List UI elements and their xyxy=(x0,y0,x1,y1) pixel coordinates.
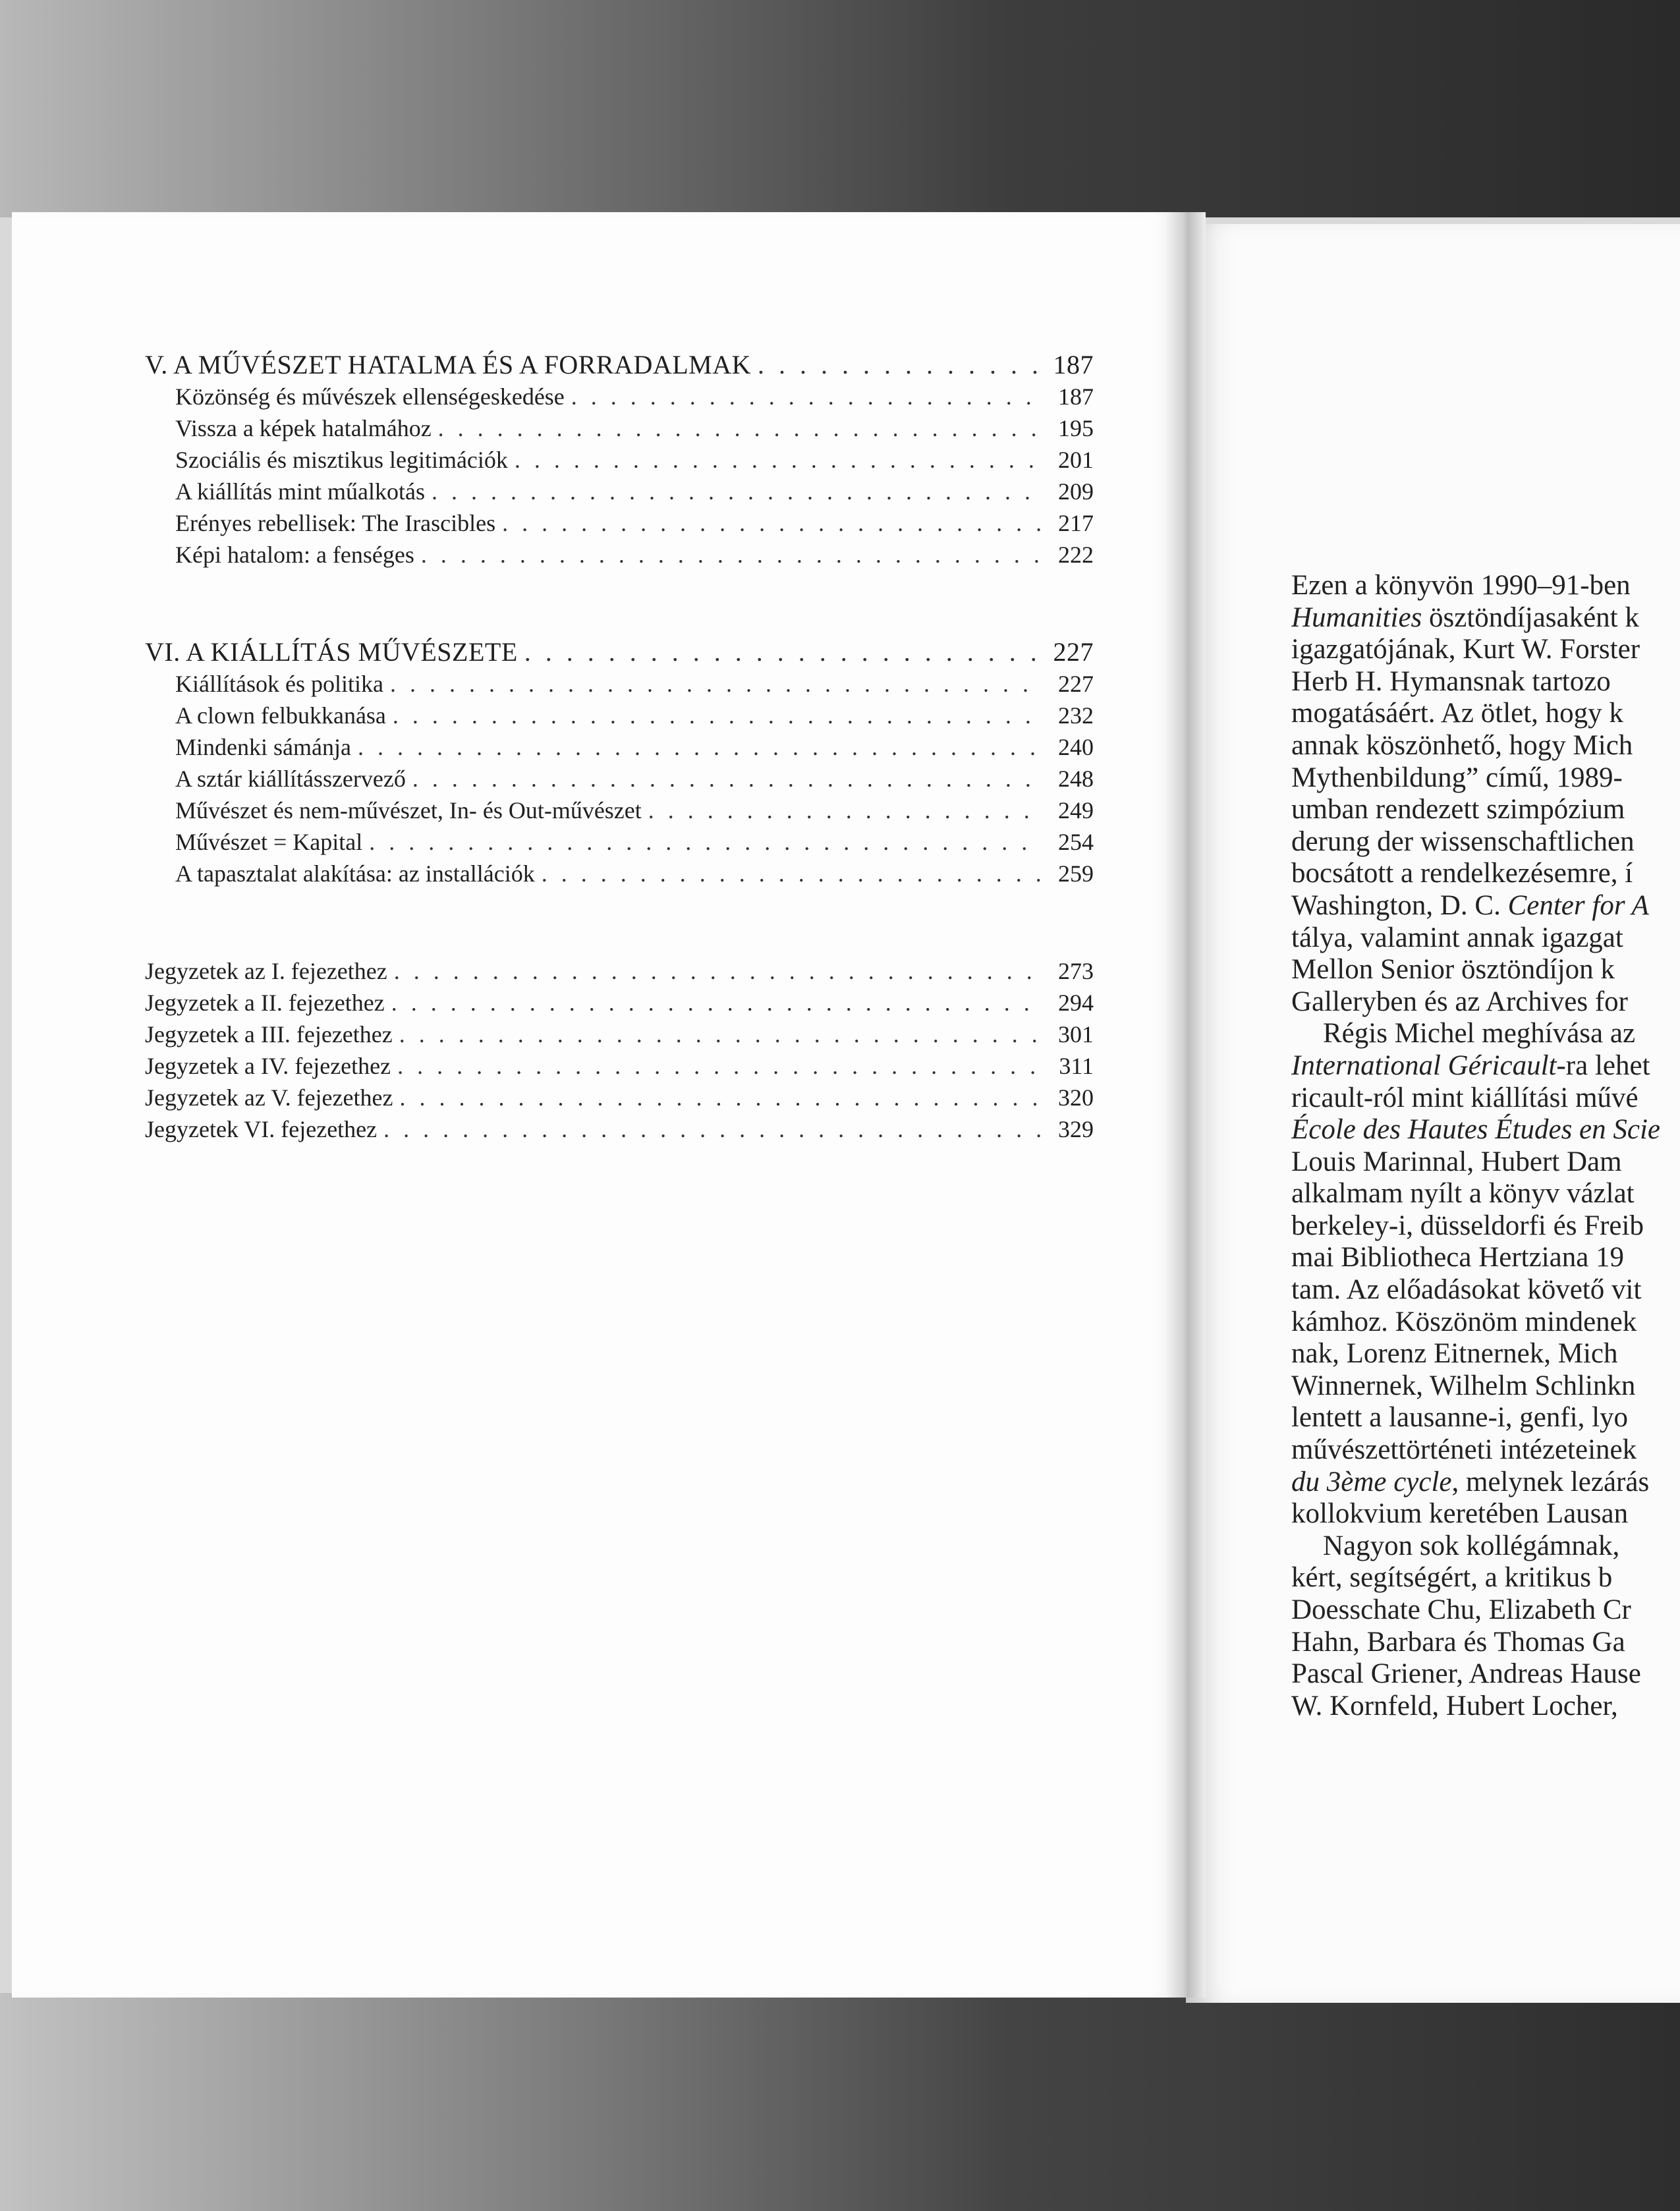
body-text-line: kámhoz. Köszönöm mindenek xyxy=(1291,1306,1637,1337)
toc-page-number: 254 xyxy=(1058,829,1094,855)
toc-leader-dots xyxy=(542,858,1041,889)
body-text-line: derung der wissenschaftlichen xyxy=(1291,826,1635,857)
toc-entry-title: Jegyzetek a IV. fejezethez xyxy=(145,1053,391,1079)
body-text-line: mogatásáért. Az ötlet, hogy k xyxy=(1291,698,1623,729)
scan-background-top xyxy=(0,0,1680,217)
toc-subsection-entry xyxy=(145,507,1094,539)
toc-entry-title: Kiállítások és politika xyxy=(175,671,383,697)
toc-notes-entry xyxy=(145,1050,1094,1082)
toc-leader-dots xyxy=(438,412,1041,444)
toc-entry-title: Jegyzetek a II. fejezethez xyxy=(145,990,385,1016)
toc-notes-entry xyxy=(145,1113,1094,1145)
toc-section xyxy=(145,636,1094,889)
body-text-line: W. Kornfeld, Hubert Locher, xyxy=(1291,1690,1618,1721)
toc-page-number: 209 xyxy=(1058,478,1094,505)
toc-subsection-entry xyxy=(145,826,1094,858)
body-text-line: tálya, valamint annak igazgat xyxy=(1291,922,1623,953)
toc-page-number: 187 xyxy=(1058,383,1094,410)
toc-notes-entry xyxy=(145,987,1094,1019)
toc-notes-entry xyxy=(145,955,1094,987)
toc-entry-title: Vissza a képek hatalmához xyxy=(175,415,432,441)
table-of-contents xyxy=(145,349,1094,1211)
toc-section xyxy=(145,955,1094,1145)
body-text-line: lentett a lausanne-i, genfi, lyo xyxy=(1291,1402,1629,1434)
toc-page-number: 222 xyxy=(1058,542,1094,568)
body-text-line: umban rendezett szimpózium xyxy=(1291,794,1625,826)
toc-page-number: 259 xyxy=(1058,860,1094,887)
toc-leader-dots xyxy=(648,795,1041,826)
body-text-line: kért, segítségért, a kritikus b xyxy=(1291,1562,1613,1594)
toc-subsection-entry xyxy=(145,412,1094,444)
body-text-line: annak köszönhető, hogy Mich xyxy=(1291,729,1633,761)
toc-entry-title: Jegyzetek VI. fejezethez xyxy=(145,1116,378,1142)
toc-entry-title: Közönség és művészek ellenségeskedése xyxy=(175,383,565,410)
toc-leader-dots xyxy=(571,381,1041,412)
body-text-line: tam. Az előadásokat követő vit xyxy=(1291,1274,1642,1306)
body-text-line: Hahn, Barbara és Thomas Ga xyxy=(1291,1626,1625,1658)
toc-subsection-entry xyxy=(145,668,1094,700)
toc-entry-title: Jegyzetek az V. fejezethez xyxy=(145,1084,393,1111)
toc-leader-dots xyxy=(515,444,1041,476)
body-text-line: Winnernek, Wilhelm Schlinkn xyxy=(1291,1370,1636,1401)
body-text-line: Régis Michel meghívása az xyxy=(1323,1018,1636,1050)
body-text-line: Humanities ösztöndíjasaként k xyxy=(1291,602,1639,633)
toc-subsection-entry xyxy=(145,858,1094,889)
toc-entry-title: A tapasztalat alakítása: az installációk xyxy=(175,860,535,887)
body-text-line: Ezen a könyvön 1990–91-ben xyxy=(1291,570,1631,601)
toc-leader-dots xyxy=(524,636,1041,668)
toc-leader-dots xyxy=(412,763,1041,795)
body-text-line: Galleryben és az Archives for xyxy=(1291,986,1629,1017)
toc-chapter-entry xyxy=(145,349,1094,381)
toc-notes-entry xyxy=(145,1082,1094,1113)
toc-subsection-entry xyxy=(145,381,1094,412)
toc-entry-title: VI. A KIÁLLÍTÁS MŰVÉSZETE xyxy=(145,637,518,667)
toc-entry-title: Szociális és misztikus legitimációk xyxy=(175,447,508,473)
toc-leader-dots xyxy=(394,955,1041,987)
body-text-line: Louis Marinnal, Hubert Dam xyxy=(1291,1146,1622,1177)
toc-page-number: 232 xyxy=(1058,702,1094,729)
body-text-line: berkeley-i, düsseldorfi és Freib xyxy=(1291,1210,1644,1241)
scan-background-bottom xyxy=(0,1993,1680,2211)
body-text-line: École des Hautes Études en Scie xyxy=(1291,1114,1661,1146)
toc-entry-title: Jegyzetek az I. fejezethez xyxy=(145,958,387,984)
toc-page-number: 240 xyxy=(1058,734,1094,760)
body-text-line: Mellon Senior ösztöndíjon k xyxy=(1291,954,1615,986)
toc-subsection-entry xyxy=(145,731,1094,763)
toc-leader-dots xyxy=(390,668,1041,700)
toc-section xyxy=(145,349,1094,571)
toc-subsection-entry xyxy=(145,795,1094,826)
toc-leader-dots xyxy=(399,1019,1041,1050)
body-text-line: ricault-ról mint kiállítási művé xyxy=(1291,1082,1638,1113)
toc-subsection-entry xyxy=(145,539,1094,571)
toc-subsection-entry xyxy=(145,763,1094,795)
toc-page-number: 248 xyxy=(1058,766,1094,792)
toc-entry-title: Mindenki sámánja xyxy=(175,734,351,760)
toc-leader-dots xyxy=(432,476,1041,507)
toc-leader-dots xyxy=(758,349,1041,381)
toc-subsection-entry xyxy=(145,476,1094,507)
body-text-line: International Géricault-ra lehet xyxy=(1291,1050,1650,1081)
body-text-line: du 3ème cycle, melynek lezárás xyxy=(1291,1466,1650,1497)
toc-subsection-entry xyxy=(145,700,1094,731)
toc-entry-title: Művészet és nem-művészet, In- és Out-művészet xyxy=(175,797,642,824)
toc-page-number: 320 xyxy=(1058,1084,1094,1111)
toc-page-number: 217 xyxy=(1058,510,1094,536)
body-text-line: Washington, D. C. Center for A xyxy=(1291,889,1649,921)
body-text-line: bocsátott a rendelkezésemre, í xyxy=(1291,858,1633,889)
toc-entry-title: Művészet = Kapital xyxy=(175,829,363,855)
toc-page-number: 311 xyxy=(1059,1053,1094,1079)
toc-page-number: 249 xyxy=(1058,797,1094,824)
toc-leader-dots xyxy=(399,1082,1041,1113)
toc-entry-title: Képi hatalom: a fenséges xyxy=(175,542,414,568)
toc-leader-dots xyxy=(358,731,1041,763)
toc-page-number: 195 xyxy=(1058,415,1094,441)
toc-page-number: 294 xyxy=(1058,990,1094,1016)
body-text-line: Mythenbildung” című, 1989- xyxy=(1291,762,1623,793)
body-text-line: nak, Lorenz Eitnernek, Mich xyxy=(1291,1338,1618,1370)
toc-page-number: 273 xyxy=(1058,958,1094,984)
body-text-line: Pascal Griener, Andreas Hause xyxy=(1291,1658,1641,1690)
toc-entry-title: Erényes rebellisek: The Irascibles xyxy=(175,510,496,536)
toc-entry-title: Jegyzetek a III. fejezethez xyxy=(145,1021,393,1048)
toc-leader-dots xyxy=(369,826,1041,858)
toc-page-number: 227 xyxy=(1058,671,1094,697)
toc-leader-dots xyxy=(397,1050,1041,1082)
body-text-line: Nagyon sok kollégámnak, xyxy=(1323,1530,1620,1561)
right-page-text xyxy=(1291,570,1680,1722)
body-text-line: kollokvium keretében Lausan xyxy=(1291,1498,1629,1530)
toc-page-number: 227 xyxy=(1053,637,1094,667)
toc-leader-dots xyxy=(393,700,1041,731)
book-gutter xyxy=(1166,212,1206,1998)
toc-leader-dots xyxy=(391,987,1041,1019)
toc-entry-title: A sztár kiállításszervező xyxy=(175,766,406,792)
toc-page-number: 187 xyxy=(1053,350,1094,379)
toc-page-number: 329 xyxy=(1058,1116,1094,1142)
body-text-line: művészettörténeti intézeteinek xyxy=(1291,1434,1637,1466)
toc-page-number: 201 xyxy=(1058,447,1094,473)
body-text-line: Herb H. Hymansnak tartozo xyxy=(1291,665,1611,697)
toc-entry-title: A clown felbukkanása xyxy=(175,702,386,729)
toc-subsection-entry xyxy=(145,444,1094,476)
body-text-line: mai Bibliotheca Hertziana 19 xyxy=(1291,1242,1625,1273)
toc-leader-dots xyxy=(421,539,1041,571)
toc-leader-dots xyxy=(383,1113,1041,1145)
body-text-line: igazgatójának, Kurt W. Forster xyxy=(1291,634,1640,665)
body-text-line: alkalmam nyílt a könyv vázlat xyxy=(1291,1178,1635,1210)
body-text-line: Doesschate Chu, Elizabeth Cr xyxy=(1291,1594,1631,1625)
toc-notes-entry xyxy=(145,1019,1094,1050)
toc-entry-title: V. A MŰVÉSZET HATALMA ÉS A FORRADALMAK xyxy=(145,350,752,379)
toc-page-number: 301 xyxy=(1058,1021,1094,1048)
toc-chapter-entry xyxy=(145,636,1094,668)
toc-leader-dots xyxy=(502,507,1041,539)
toc-entry-title: A kiállítás mint műalkotás xyxy=(175,478,425,505)
